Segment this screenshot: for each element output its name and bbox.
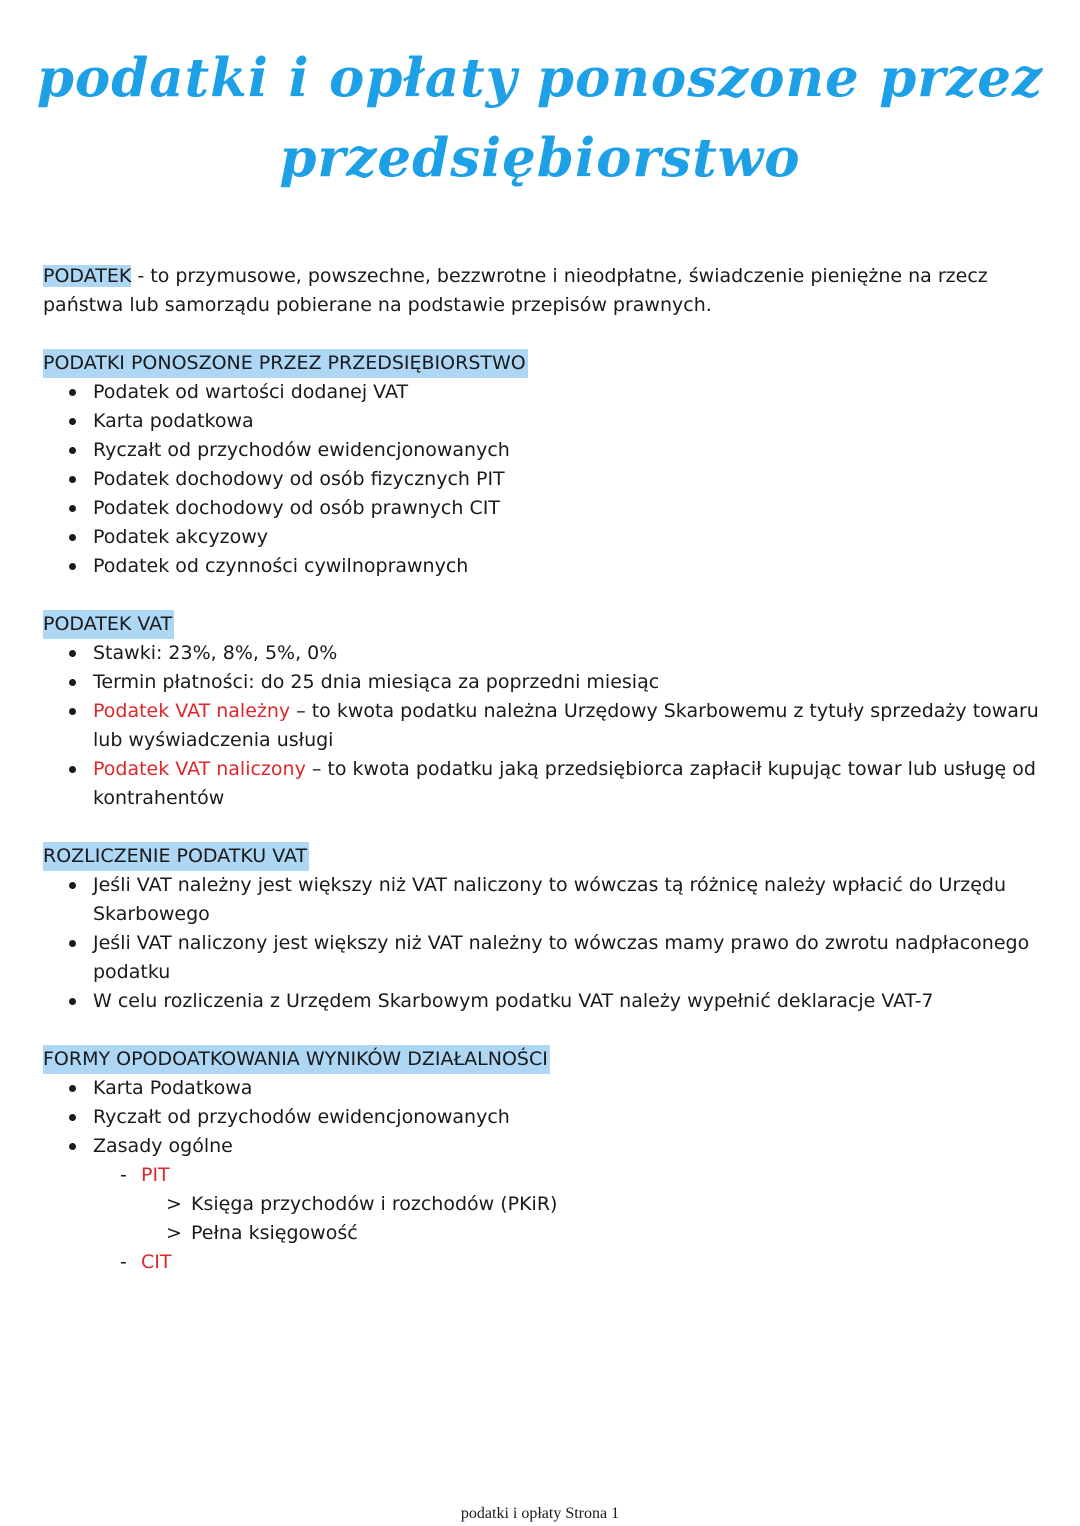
- list-item: Podatek od wartości dodanej VAT: [93, 378, 1058, 407]
- taxes-list: [43, 378, 1058, 581]
- pit-sublist: [141, 1190, 1058, 1248]
- taxes-section: [43, 349, 1058, 581]
- list-item: [93, 1132, 1058, 1277]
- list-item: > Pełna księgowość: [191, 1219, 1058, 1248]
- vat-due-term: Podatek VAT należny: [93, 700, 291, 722]
- vat-due-item: [93, 697, 1058, 755]
- vat-rates: Stawki: 23%, 8%, 5%, 0%: [93, 639, 1058, 668]
- list-item: Karta Podatkowa: [93, 1074, 1058, 1103]
- general-rules-sublist: [93, 1161, 1058, 1277]
- cit-label: CIT: [141, 1251, 172, 1273]
- definition-text: - to przymusowe, powszechne, bezzwrotne i nieodpłatne, świadczenie pieniężne na rzecz państwa lub samorządu pobierane na podstawie przepisów prawnych.: [43, 265, 988, 316]
- list-item: Jeśli VAT naliczony jest większy niż VAT należny to wówczas mamy prawo do zwrotu nadpłaconego podatku: [93, 929, 1058, 987]
- vat-section: [43, 610, 1058, 813]
- pit-item: [141, 1161, 1058, 1248]
- settlement-section: [43, 842, 1058, 1016]
- vat-deadline: Termin płatności: do 25 dnia miesiąca za poprzedni miesiąc: [93, 668, 1058, 697]
- settlement-list: [43, 871, 1058, 1016]
- definition-term: PODATEK: [43, 265, 132, 287]
- page-title-line-2: przedsiębiorstwo: [279, 127, 801, 189]
- note-content: [43, 262, 1058, 1306]
- vat-list: [43, 639, 1058, 813]
- page-title-line-1: podatki i opłaty ponoszone przez: [36, 47, 1044, 109]
- vat-due-text: – to kwota podatku należna Urzędowy Skarbowemu z tytuły sprzedaży towaru lub wyświadczenia usługi: [93, 700, 1039, 751]
- pit-label: PIT: [141, 1164, 170, 1186]
- list-item: Podatek dochodowy od osób prawnych CIT: [93, 494, 1058, 523]
- forms-section: [43, 1045, 1058, 1277]
- general-rules-label: Zasady ogólne: [93, 1135, 233, 1157]
- definition-paragraph: [43, 262, 1058, 320]
- list-item: Ryczałt od przychodów ewidencjonowanych: [93, 436, 1058, 465]
- vat-input-item: [93, 755, 1058, 813]
- list-item: W celu rozliczenia z Urzędem Skarbowym podatku VAT należy wypełnić deklaracje VAT-7: [93, 987, 1058, 1016]
- settlement-heading: ROZLICZENIE PODATKU VAT: [43, 842, 309, 871]
- list-item: Karta podatkowa: [93, 407, 1058, 436]
- list-item: Podatek dochodowy od osób fizycznych PIT: [93, 465, 1058, 494]
- list-item: Podatek akcyzowy: [93, 523, 1058, 552]
- list-item: Ryczałt od przychodów ewidencjonowanych: [93, 1103, 1058, 1132]
- cit-item: [141, 1248, 1058, 1277]
- list-item: Podatek od czynności cywilnoprawnych: [93, 552, 1058, 581]
- forms-list: [43, 1074, 1058, 1277]
- vat-input-term: Podatek VAT naliczony: [93, 758, 306, 780]
- page-title: [0, 38, 1080, 198]
- list-item: > Księga przychodów i rozchodów (PKiR): [191, 1190, 1058, 1219]
- list-item: Jeśli VAT należny jest większy niż VAT naliczony to wówczas tą różnicę należy wpłacić do Urzędu Skarbowego: [93, 871, 1058, 929]
- taxes-heading: PODATKI PONOSZONE PRZEZ PRZEDSIĘBIORSTWO: [43, 349, 528, 378]
- vat-heading: PODATEK VAT: [43, 610, 174, 639]
- forms-heading: FORMY OPODOATKOWANIA WYNIKÓW DZIAŁALNOŚCI: [43, 1045, 550, 1074]
- vat-input-text: – to kwota podatku jaką przedsiębiorca zapłacił kupując towar lub usługę od kontrahentów: [93, 758, 1036, 809]
- page-footer: podatki i opłaty Strona 1: [460, 1505, 620, 1522]
